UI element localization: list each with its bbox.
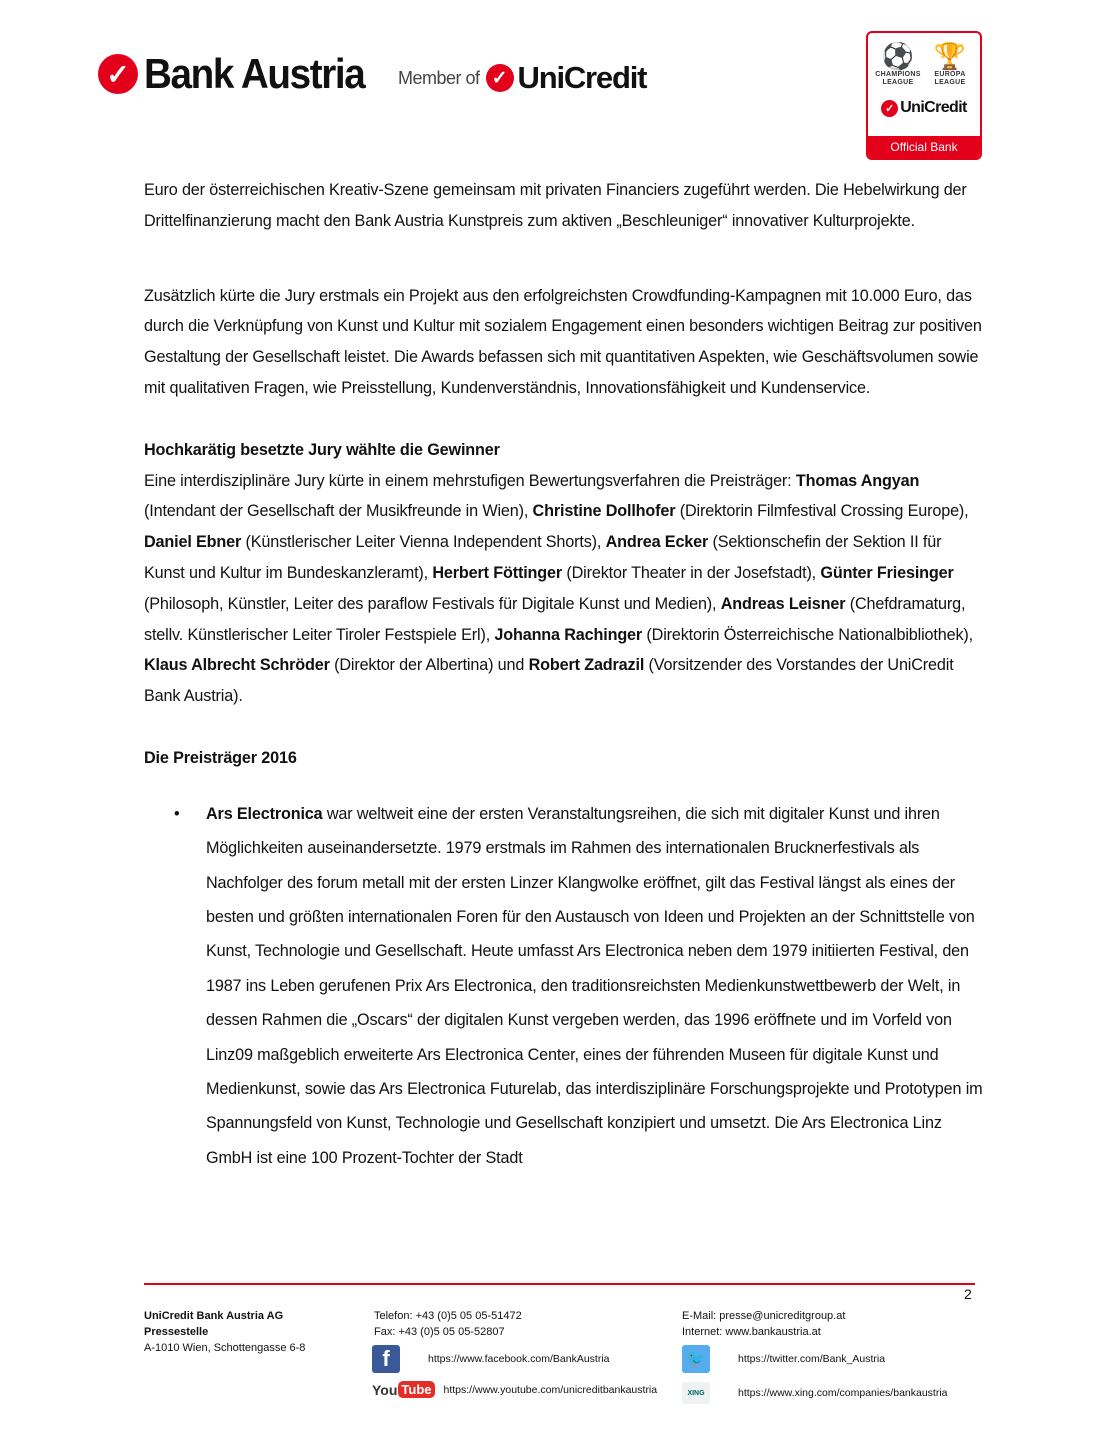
jury-member-name: Johanna Rachinger [494, 625, 643, 644]
jury-member-role: (Philosoph, Künstler, Leiter des paraflow Festivals für Digitale Kunst und Medien), [144, 594, 721, 613]
member-of-label: Member of [398, 67, 480, 88]
address: A-1010 Wien, Schottengasse 6-8 [144, 1342, 306, 1354]
xing-link[interactable] [682, 1382, 948, 1404]
list-item [144, 797, 984, 1175]
jury-member-name: Andreas Leisner [720, 594, 846, 613]
jury-member-role: (Direktor Theater in der Josefstadt), [562, 563, 821, 582]
champions-league-caption: CHAMPIONS LEAGUE [875, 71, 921, 86]
official-bank-label: Official Bank [868, 136, 980, 158]
jury-member-name: Daniel Ebner [144, 533, 242, 552]
champions-league-icon: ⚽ [881, 41, 915, 71]
jury-member-name: Klaus Albrecht Schröder [144, 656, 330, 675]
winner-name: Ars Electronica [206, 804, 323, 823]
crowdfunding-paragraph: Zusätzlich kürte die Jury erstmals ein Projekt aus den erfolgreichsten Crowdfunding-Kampagnen mit 10.000 Euro, das durch die Verknüpfung von Kunst und Kultur mit sozialem Engagement einen besonders wichtigen Beitrag zur positiven Gestaltung der Gesellschaft leistet. Die Awards befassen sich mit quantitativen Aspekten, wie Geschäftsvolumen sowie mit qualitativen Fragen, wie Preisstellung, Kundenverständnis, Innovationsfähigkeit und Kundenservice. [144, 286, 982, 397]
jury-member-role: (Künstlerischer Leiter Vienna Independent Shorts), [241, 533, 606, 552]
website-link[interactable]: Internet: www.bankaustria.at [682, 1326, 821, 1338]
footer-contact [682, 1308, 845, 1340]
youtube-link[interactable] [372, 1381, 657, 1398]
phone-number: Telefon: +43 (0)5 05 05-51472 [374, 1310, 522, 1322]
jury-intro: Eine interdisziplinäre Jury kürte in einem mehrstufigen Bewertungsverfahren die Preisträger: [144, 471, 796, 490]
jury-member-name: Christine Dollhofer [532, 502, 676, 521]
europa-league-caption: EUROPA LEAGUE [934, 71, 966, 86]
winner-description: war weltweit eine der ersten Veranstaltungsreihen, die sich mit digitaler Kunst und ihren Möglichkeiten auseinandersetzte. 1979 erstmals im Rahmen des internationalen Brucknerfestivals als Nachfolger des forum metall mit der ersten Linzer Klangwolke eröffnet, gilt das Festival längst als eines der besten und größten internationalen Foren für den Austausch von Ideen und Projekten an der Schnittstelle von Kunst, Technologie und Gesellschaft. Heute umfasst Ars Electronica neben dem 1979 initiierten Festival, den 1987 ins Leben gerufenen Prix Ars Electronica, den traditionsreichsten Medienkunstwettbewerb der Welt, in dessen Rahmen die „Oscars“ der digitalen Kunst vergeben werden, das 1996 eröffnete und im Vorfeld von Linz09 maßgeblich erweiterte Ars Electronica Center, eines der führenden Museen für digitale Kunst und Medienkunst, sowie das Ars Electronica Futurelab, das interdisziplinäre Forschungsprojekte und Prototypen im Spannungsfeld von Kunst, Technologie und Gesellschaft konzipiert und umsetzt. Die Ars Electronica Linz GmbH ist eine 100 Prozent-Tochter der Stadt [206, 804, 983, 1167]
jury-member-name: Andrea Ecker [605, 533, 709, 552]
jury-member-role: (Direktorin Österreichische Nationalbibliothek), [642, 625, 973, 644]
jury-member-role: (Direktorin Filmfestival Crossing Europe), [675, 502, 969, 521]
youtube-icon[interactable] [372, 1381, 435, 1398]
jury-member-role: (Direktor der Albertina) und [329, 656, 529, 675]
footer-phone [374, 1308, 522, 1340]
jury-member-role: (Sektionschefin der Sektion II für Kunst und Kultur im Bundeskanzleramt), [144, 533, 942, 582]
xing-icon[interactable]: XING [682, 1382, 710, 1404]
page-number: 2 [964, 1286, 972, 1302]
jury-member-name: Herbert Föttinger [432, 563, 563, 582]
badge-unicredit [868, 99, 980, 117]
footer-divider [144, 1283, 975, 1285]
youtube-tube: Tube [398, 1381, 434, 1398]
youtube-you: You [372, 1381, 398, 1398]
bank-name: Bank Austria [144, 50, 365, 97]
footer-address [144, 1308, 305, 1356]
xing-url[interactable]: https://www.xing.com/companies/bankaustria [738, 1387, 948, 1399]
member-of-unicredit [398, 60, 646, 96]
unicredit-logo-icon: ✓ [98, 54, 138, 94]
bullet-icon: • [174, 804, 180, 823]
unicredit-logo-icon: ✓ [486, 64, 514, 92]
winners-heading: Die Preisträger 2016 [144, 748, 297, 767]
intro-paragraph: Euro der österreichischen Kreativ-Szene gemeinsam mit privaten Financiers zugeführt werden. Die Hebelwirkung der Drittelfinanzierung macht den Bank Austria Kunstpreis zum aktiven „Beschleuniger“ innovativer Kulturprojekte. [144, 181, 967, 230]
unicredit-name: UniCredit [517, 60, 647, 95]
facebook-link[interactable] [372, 1345, 610, 1373]
bank-austria-logo [98, 50, 384, 98]
twitter-url[interactable]: https://twitter.com/Bank_Austria [738, 1353, 886, 1365]
fax-number: Fax: +43 (0)5 05 05-52807 [374, 1326, 505, 1338]
europa-league-logo [925, 41, 975, 87]
official-bank-badge [866, 31, 982, 160]
email-link[interactable]: E-Mail: presse@unicreditgroup.at [682, 1310, 846, 1322]
champions-league-logo [873, 41, 923, 87]
document-body [144, 175, 984, 1175]
twitter-icon[interactable]: 🐦 [682, 1345, 710, 1373]
jury-member-role: (Vorsitzender des Vorstandes der UniCredit Bank Austria). [144, 656, 954, 706]
unicredit-logo-icon: ✓ [881, 100, 898, 117]
youtube-url[interactable]: https://www.youtube.com/unicreditbankaustria [443, 1383, 658, 1396]
twitter-link[interactable] [682, 1345, 885, 1373]
department-name: Pressestelle [144, 1326, 209, 1338]
europa-league-icon: 🏆 [933, 41, 967, 71]
jury-heading: Hochkarätig besetzte Jury wählte die Gewinner [144, 440, 500, 459]
company-name: UniCredit Bank Austria AG [144, 1310, 284, 1322]
jury-member-name: Robert Zadrazil [528, 656, 645, 675]
jury-member-name: Thomas Angyan [795, 471, 920, 490]
jury-member-role: (Chefdramaturg, stellv. Künstlerischer Leiter Tiroler Festspiele Erl), [144, 594, 966, 644]
facebook-url[interactable]: https://www.facebook.com/BankAustria [428, 1353, 610, 1365]
jury-paragraph [144, 466, 984, 712]
facebook-icon[interactable]: f [372, 1345, 400, 1373]
badge-brand: UniCredit [900, 99, 967, 116]
jury-member-name: Günter Friesinger [820, 563, 954, 582]
jury-member-role: (Intendant der Gesellschaft der Musikfreunde in Wien), [144, 502, 533, 521]
